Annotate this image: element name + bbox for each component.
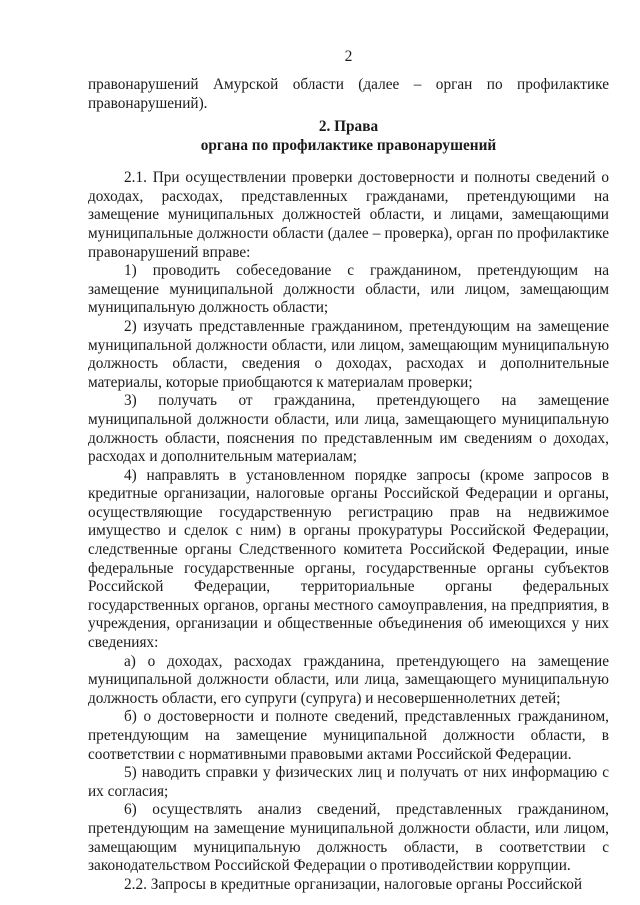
list-item-4: 4) направлять в установленном порядке запросы (кроме запросов в кредитные организации, налоговые органы Российской Федерации и органы, осуществляющие государственную регистрацию прав на недвижимое имущество и сделок с ним) в органы прокуратуры Российской Федерации, следственные органы Следственного комитета Российской Федерации, иные федеральные государственные органы, государственные органы субъектов Российской Федерации, территориальные органы федеральных государственных органов, органы местного самоуправления, на предприятия, в учреждения, организации и общественные объединения об имеющихся у них сведениях: <box>88 466 609 652</box>
intro-paragraph: правонарушений Амурской области (далее – орган по профилактике правонарушений). <box>88 76 609 112</box>
section-heading <box>88 117 609 155</box>
list-item-1: 1) проводить собеседование с гражданином, претендующим на замещение муниципальной должности области, или лицом, замещающим муниципальную должность области; <box>88 262 609 317</box>
section-subtitle: органа по профилактике правонарушений <box>200 137 497 155</box>
sub-item-b: б) о достоверности и полноте сведений, представленных гражданином, претендующим на замещение муниципальной должности области, в соответствии с нормативными правовыми актами Российской Федерации. <box>88 708 609 763</box>
sub-item-a: а) о доходах, расходах гражданина, претендующего на замещение муниципальной должности области, или лица, замещающего муниципальную должность области, его супруги (супруга) и несовершеннолетних детей; <box>88 652 609 707</box>
list-item-2: 2) изучать представленные гражданином, претендующим на замещение муниципальной должности области, или лицом, замещающим муниципальную должность области, сведения о доходах, расходах и дополнительные материалы, которые приобщаются к материалам проверки; <box>88 317 609 391</box>
list-item-6: 6) осуществлять анализ сведений, представленных гражданином, претендующим на замещение муниципальной должности области, или лицом, замещающим муниципальную должность области, в соответствии с законодательством Российской Федерации о противодействии коррупции. <box>88 801 609 875</box>
section-title: 2. Права <box>318 118 379 136</box>
paragraph-2-2: 2.2. Запросы в кредитные организации, налоговые органы Российской <box>124 875 583 893</box>
list-item-5: 5) наводить справки у физических лиц и получать от них информацию с их согласия; <box>88 764 609 800</box>
paragraph-2-1: 2.1. При осуществлении проверки достоверности и полноты сведений о доходах, расходах, представленных гражданами, претендующими на замещение муниципальных должностей области, и лицами, замещающими муниципальные должности области (далее – проверка), орган по профилактике правонарушений вправе: <box>88 169 609 261</box>
page-number: 2 <box>344 48 353 65</box>
list-item-3: 3) получать от гражданина, претендующего на замещение муниципальной должности области, или лица, замещающего муниципальную должность области, пояснения по представленным им сведениям о доходах, расходах и дополнительным материалам; <box>88 392 609 466</box>
